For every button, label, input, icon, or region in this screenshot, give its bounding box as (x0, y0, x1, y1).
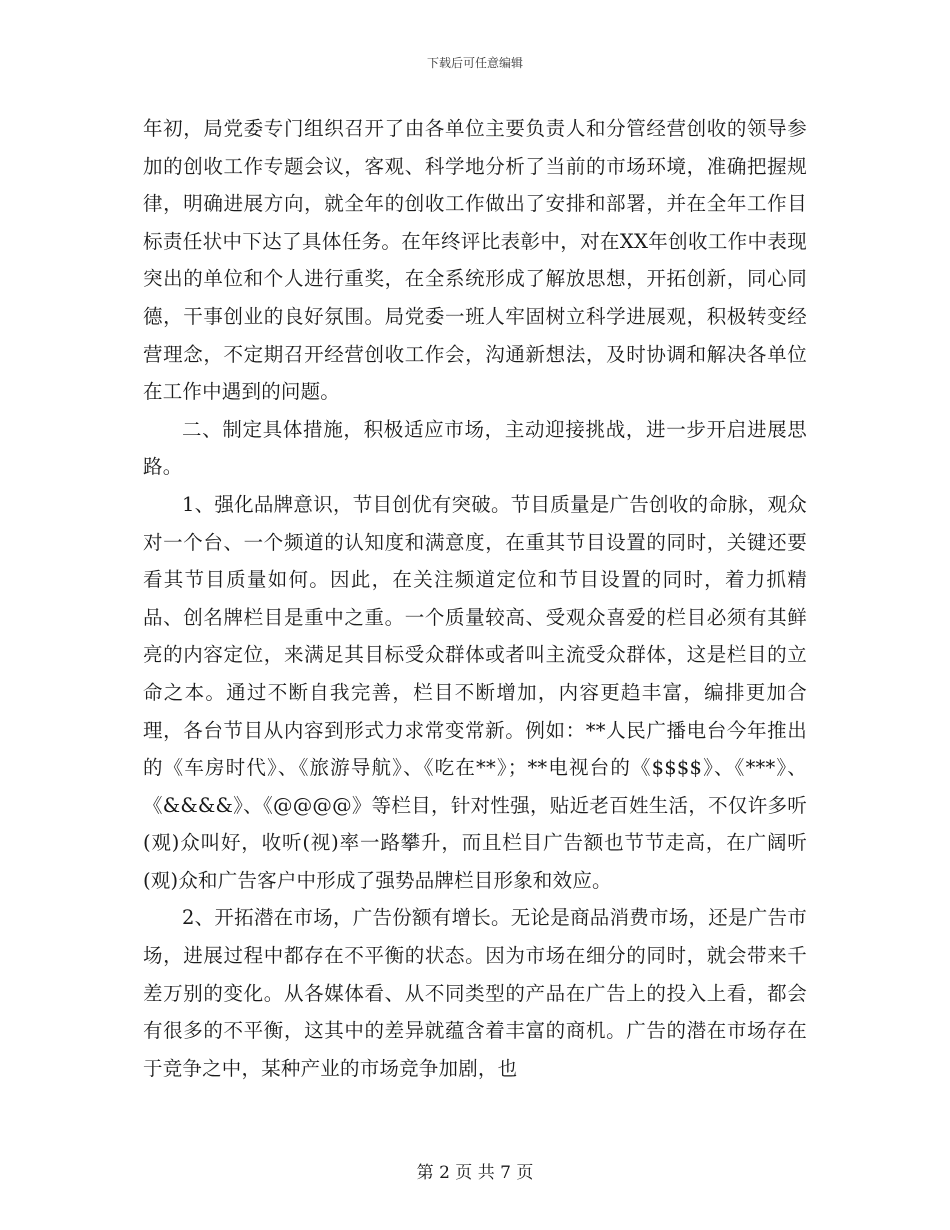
paragraph-2: 二、制定具体措施，积极适应市场，主动迎接挑战，进一步开启进展思路。 (143, 417, 807, 479)
paragraph-1: 年初，局党委专门组织召开了由各单位主要负责人和分管经营创收的领导参加的创收工作专题会议，客观、科学地分析了当前的市场环境，准确把握规律，明确进展方向，就全年的创收工作做出了安排和部署，并在全年工作目标责任状中下达了具体任务。在年终评比表彰中，对在XX年创收工作中表现突出的单位和个人进行重奖，在全系统形成了解放思想，开拓创新，同心同德，干事创业的良好氛围。局党委一班人牢固树立科学进展观，积极转变经营理念，不定期召开经营创收工作会，沟通新想法，及时协调和解决各单位在工作中遇到的问题。 (143, 117, 807, 404)
paragraph-4: 2、开拓潜在市场，广告份额有增长。无论是商品消费市场，还是广告市场，进展过程中都存在不平衡的状态。因为市场在细分的同时，就会带来千差万别的变化。从各媒体看、从不同类型的产品在广告上的投入上看，都会有很多的不平衡，这其中的差异就蕴含着丰富的商机。广告的潜在市场存在于竞争之中，某种产业的市场竞争加剧，也 (143, 906, 807, 1080)
paragraph-3: 1、强化品牌意识，节目创优有突破。节目质量是广告创收的命脉，观众对一个台、一个频道的认知度和满意度，在重其节目设置的同时，关键还要看其节目质量如何。因此，在关注频道定位和节目设置的同时，着力抓精品、创名牌栏目是重中之重。一个质量较高、受观众喜爱的栏目必须有其鲜亮的内容定位，来满足其目标受众群体或者叫主流受众群体，这是栏目的立命之本。通过不断自我完善，栏目不断增加，内容更趋丰富，编排更加合理，各台节目从内容到形式力求常变常新。例如：**人民广播电台今年推出的《车房时代》、《旅游导航》、《吃在**》；**电视台的《$$$$》、《***》、《&&&&》、《@@@@》等栏目，针对性强，贴近老百姓生活，不仅许多听(观)众叫好，收听(视)率一路攀升，而且栏目广告额也节节走高，在广阔听(观)众和广告客户中形成了强势品牌栏目形象和效应。 (143, 492, 807, 892)
header-note: 下载后可任意编辑 (426, 56, 523, 70)
page-number: 第 2 页 共 7 页 (416, 1163, 534, 1183)
document-body (143, 110, 807, 1087)
